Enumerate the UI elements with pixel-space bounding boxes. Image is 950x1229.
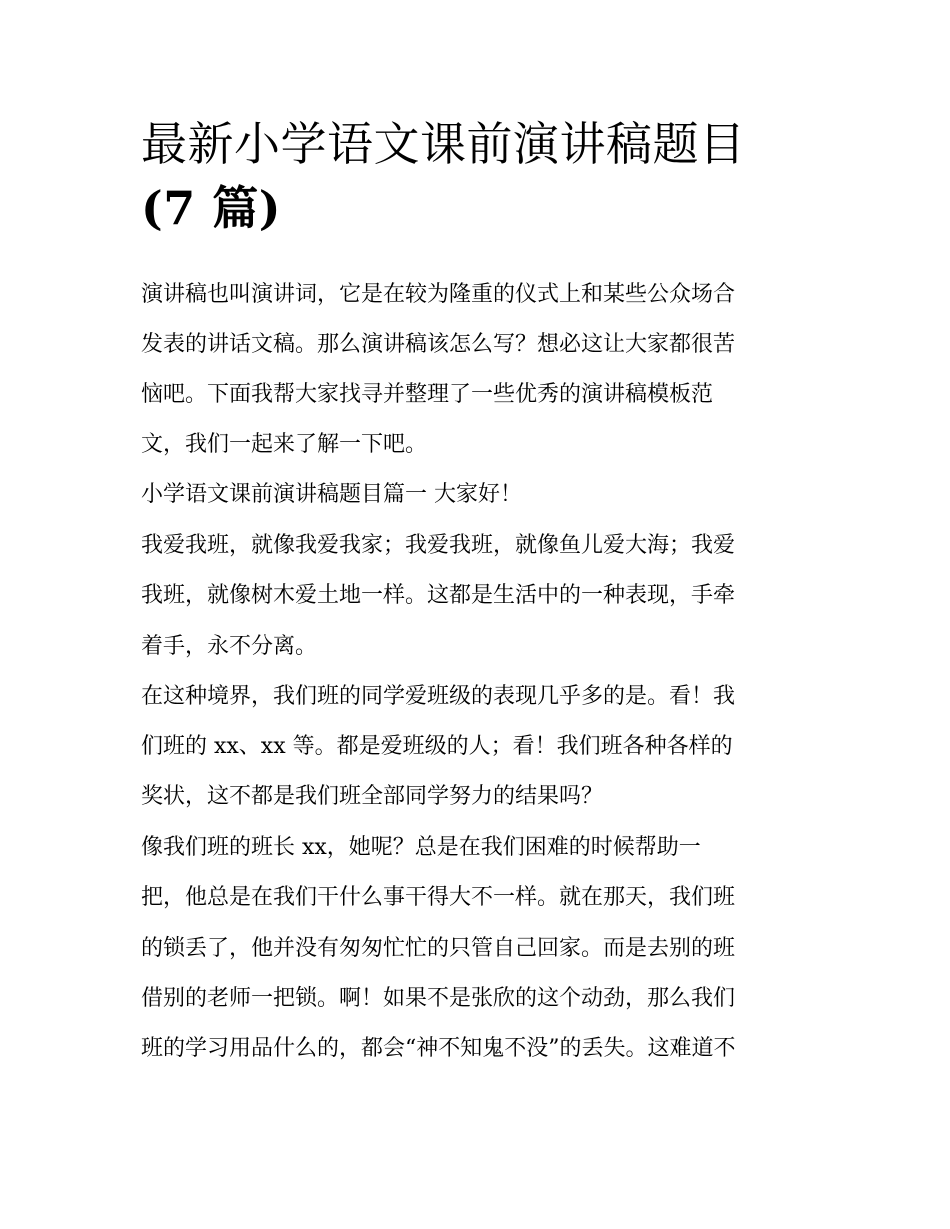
body-line-11: 奖状，这不都是我们班全部同学努力的结果吗？	[141, 784, 604, 809]
body-line-16: 班的学习用品什么的，都会“神不知鬼不没”的丢失。这难道不	[141, 1036, 736, 1061]
title-line-2: (7 篇)	[141, 181, 282, 235]
body-line-13: 把，他总是在我们干什么事干得大不一样。就在那天，我们班	[141, 885, 736, 910]
body-line-9: 在这种境界，我们班的同学爱班级的表现几乎多的是。看！我	[141, 684, 736, 709]
body-line-8: 着手，永不分离。	[141, 634, 318, 659]
body-line-2: 发表的讲话文稿。那么演讲稿该怎么写？想必这让大家都很苦	[141, 332, 736, 357]
body-line-5: 小学语文课前演讲稿题目篇一 大家好！	[141, 482, 522, 507]
body-line-10: 们班的 xx、xx 等。都是爱班级的人；看！我们班各种各样的	[141, 734, 733, 759]
body-line-1: 演讲稿也叫演讲词，它是在较为隆重的仪式上和某些公众场合	[141, 282, 736, 307]
body-line-4: 文，我们一起来了解一下吧。	[141, 432, 428, 457]
body-line-6: 我爱我班，就像我爱我家；我爱我班，就像鱼儿爱大海；我爱	[141, 533, 736, 558]
body-line-7: 我班，就像树木爱土地一样。这都是生活中的一种表现，手牵	[141, 583, 736, 608]
body-line-15: 借别的老师一把锁。啊！如果不是张欣的这个动劲，那么我们	[141, 986, 736, 1011]
body-line-12: 像我们班的班长 xx，她呢？总是在我们困难的时候帮助一	[141, 835, 701, 860]
title-line-1: 最新小学语文课前演讲稿题目	[141, 117, 746, 171]
document-title	[141, 112, 831, 240]
body-line-14: 的锁丢了，他并没有匆匆忙忙的只管自己回家。而是去别的班	[141, 936, 736, 961]
body-line-3: 恼吧。下面我帮大家找寻并整理了一些优秀的演讲稿模板范	[141, 382, 714, 407]
